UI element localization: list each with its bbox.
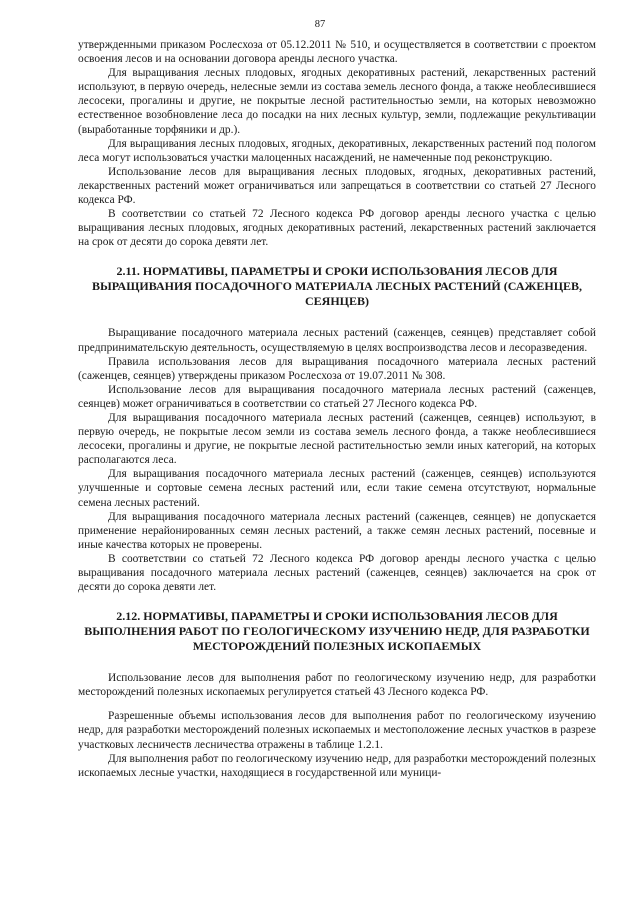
paragraph: В соответствии со статьей 72 Лесного кодекса РФ договор аренды лесного участка с целью выращивания посадочного материала лесных растений (саженцев, сеянцев) заключается на срок от десяти до сорока девяти лет. [78, 552, 596, 594]
paragraph: Для выращивания лесных плодовых, ягодных декоративных растений, лекарственных растений используют, в первую очередь, нелесные земли из состава земель лесного фонда, а также необлесившиеся лесосеки, прогалины и другие, не покрытые лесной растительностью земли, на которых невозможно естественное возобновление леса до посадки на них лесных культур, земли, подлежащие рекультивации (выработанные торфяники и др.). [78, 67, 596, 136]
paragraph: Использование лесов для выращивания лесных плодовых, ягодных, декоративных растений, лекарственных растений может ограничиваться или запрещаться в соответствии со статьей 27 Лесного кодекса РФ. [78, 165, 596, 207]
paragraph: Для выращивания посадочного материала лесных растений (саженцев, сеянцев) используют, в первую очередь, не покрытые лесом земли из состава земель лесного фонда, а также необлесившиеся лесосеки, прогалины и другие, не покрытые лесной растительностью земли иных категорий, на которых располагаются леса. [78, 411, 596, 467]
paragraph: Использование лесов для выполнения работ по геологическому изучению недр, для разработки месторождений полезных ископаемых регулируется статьей 43 Лесного кодекса РФ. [78, 672, 596, 699]
section-heading: 2.11. НОРМАТИВЫ, ПАРАМЕТРЫ И СРОКИ ИСПОЛЬЗОВАНИЯ ЛЕСОВ ДЛЯ ВЫРАЩИВАНИЯ ПОСАДОЧНОГО МАТЕРИАЛА ЛЕСНЫХ РАСТЕНИЙ (САЖЕНЦЕВ, СЕЯНЦЕВ) [91, 264, 583, 309]
paragraph: Для выращивания лесных плодовых, ягодных, декоративных, лекарственных растений под пологом леса могут использоваться участки малоценных насаждений, не намеченные под реконструкцию. [78, 137, 596, 164]
paragraph: Разрешенные объемы использования лесов для выполнения работ по геологическому изучению недр, для разработки месторождений полезных ископаемых и местоположение лесных участков в разрезе участковых лесничеств лесничества отражены в таблице 1.2.1. [78, 710, 596, 751]
paragraph: Использование лесов для выращивания посадочного материала лесных растений (саженцев, сеянцев) может ограничиваться в соответствии со статьей 27 Лесного кодекса РФ. [78, 383, 596, 410]
paragraph: утвержденными приказом Рослесхоза от 05.12.2011 № 510, и осуществляется в соответствии с проектом освоения лесов и на основании договора аренды лесного участка. [78, 39, 596, 66]
section-heading: 2.12. НОРМАТИВЫ, ПАРАМЕТРЫ И СРОКИ ИСПОЛЬЗОВАНИЯ ЛЕСОВ ДЛЯ ВЫПОЛНЕНИЯ РАБОТ ПО ГЕОЛОГИЧЕСКОМУ ИЗУЧЕНИЮ НЕДР, ДЛЯ РАЗРАБОТКИ МЕСТОРОЖДЕНИЙ ПОЛЕЗНЫХ ИСКОПАЕМЫХ [84, 609, 590, 654]
paragraph: В соответствии со статьей 72 Лесного кодекса РФ договор аренды лесного участка с целью выращивания лесных плодовых, ягодных декоративных растений, лекарственных растений заключается на срок от десяти до сорока девяти лет. [78, 208, 596, 249]
page-number: 87 [314, 19, 326, 30]
document-body [78, 38, 596, 780]
paragraph: Правила использования лесов для выращивания посадочного материала лесных растений (саженцев, сеянцев) утверждены приказом Рослесхоза от 19.07.2011 № 308. [78, 355, 596, 382]
paragraph: Для выращивания посадочного материала лесных растений (саженцев, сеянцев) не допускается применение нерайонированных семян лесных растений, а также семян лесных растений, посевные и иные качества которых не проверены. [78, 510, 596, 551]
paragraph: Выращивание посадочного материала лесных растений (саженцев, сеянцев) представляет собой предпринимательскую деятельность, осуществляемую в целях воспроизводства лесов и лесоразведения. [78, 327, 596, 354]
paragraph-spacer [78, 699, 596, 709]
paragraph: Для выполнения работ по геологическому изучению недр, для разработки месторождений полезных ископаемых лесные участки, находящиеся в государственной или муници- [78, 752, 596, 779]
paragraph: Для выращивания посадочного материала лесных растений (саженцев, сеянцев) используются улучшенные и сортовые семена лесных растений или, если такие семена отсутствуют, нормальные семена лесных растений. [78, 468, 596, 509]
